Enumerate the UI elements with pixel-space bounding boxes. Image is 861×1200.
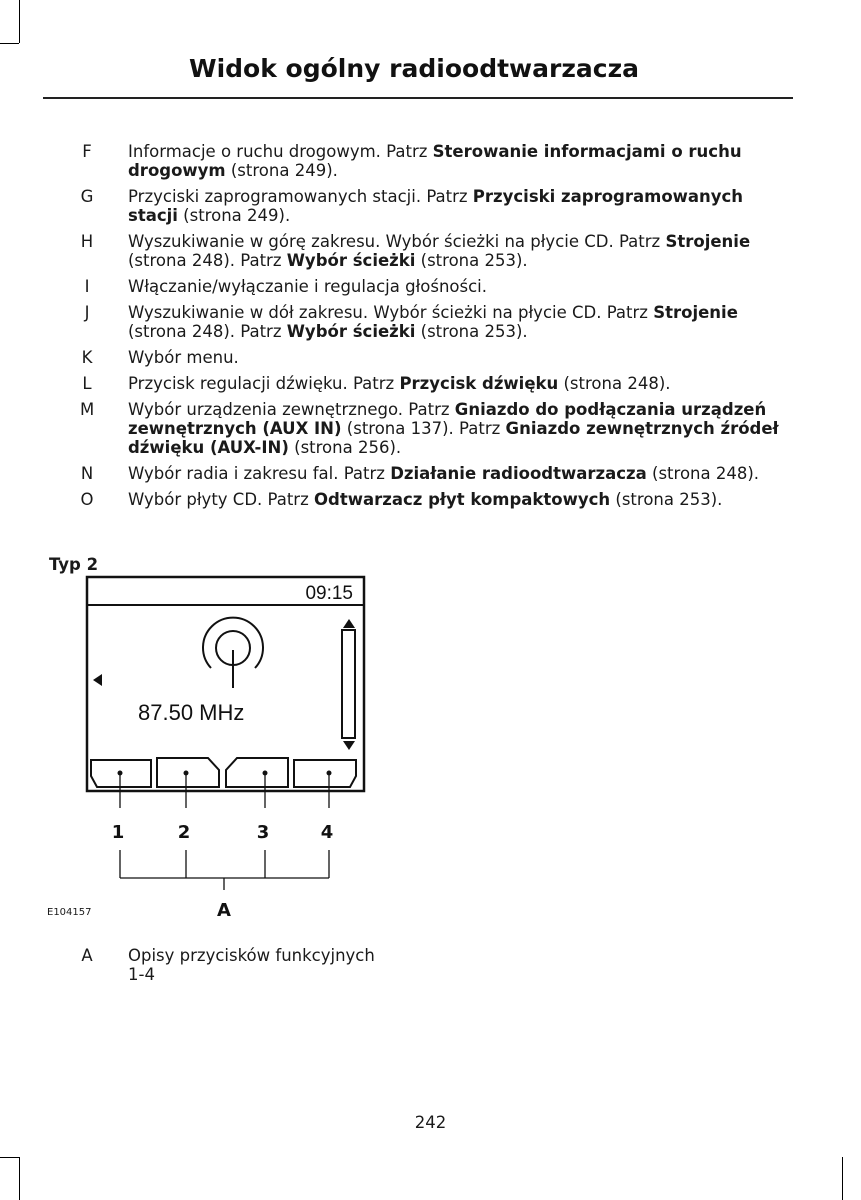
item-text	[128, 277, 788, 296]
softkey-3[interactable]	[226, 758, 288, 787]
item-text-segment: (strona 248).	[558, 374, 671, 393]
crop-mark-top-left	[19, 0, 20, 43]
item-text-segment: (strona 137). Patrz	[341, 419, 506, 438]
callout-number-2: 2	[177, 822, 191, 843]
display-frame	[87, 577, 364, 791]
callout-number-3: 3	[256, 822, 270, 843]
crop-mark-top-left	[0, 43, 19, 44]
page-title: Widok ogólny radioodtwarzacza	[189, 54, 639, 83]
list-item	[0, 490, 861, 509]
cross-reference-link[interactable]: Strojenie	[665, 232, 751, 251]
cross-reference-link[interactable]: Działanie radioodtwarzacza	[390, 464, 647, 483]
list-item	[0, 348, 861, 367]
item-text-segment: Wybór menu.	[128, 348, 239, 367]
frequency-readout: 87.50 MHz	[138, 700, 245, 725]
item-text-segment: (strona 249).	[177, 206, 291, 225]
item-text	[128, 142, 788, 180]
list-item	[0, 232, 861, 270]
legend-text: Opisy przycisków funkcyjnych 1-4	[128, 946, 375, 984]
item-letter: G	[80, 187, 94, 206]
item-letter: H	[80, 232, 94, 251]
item-text	[128, 303, 788, 341]
item-text-segment: (strona 256).	[288, 438, 402, 457]
item-text-segment: Wyszukiwanie w górę zakresu. Wybór ścieżki na płycie CD. Patrz	[128, 232, 666, 251]
item-letter: K	[81, 348, 93, 367]
item-letter: M	[80, 400, 95, 419]
crop-mark-bottom-left	[0, 1157, 19, 1158]
cross-reference-link[interactable]: Gniazdo zewnętrznych źródeł dźwięku (AUX-IN)	[128, 419, 779, 457]
item-letter: N	[80, 464, 94, 483]
list-item	[0, 303, 861, 341]
item-text-segment: (strona 253).	[610, 490, 723, 509]
item-letter: L	[82, 374, 92, 393]
cross-reference-link[interactable]: Gniazdo do podłączania urządzeń zewnętrznych (AUX IN)	[128, 400, 767, 438]
list-item	[0, 400, 861, 457]
cross-reference-link[interactable]: Przycisk dźwięku	[399, 374, 559, 393]
item-text-segment: (strona 253).	[415, 322, 528, 341]
legend-item	[0, 946, 861, 984]
item-letter: F	[82, 142, 92, 161]
item-list	[0, 142, 861, 516]
figure-type-label: Typ 2	[49, 555, 99, 574]
list-item	[0, 187, 861, 225]
item-text	[128, 232, 788, 270]
figure-id: E104157	[47, 907, 92, 918]
cross-reference-link[interactable]: Strojenie	[653, 303, 738, 322]
cross-reference-link[interactable]: Odtwarzacz płyt kompaktowych	[314, 490, 611, 509]
list-item	[0, 374, 861, 393]
item-text-segment: Informacje o ruchu drogowym. Patrz	[128, 142, 433, 161]
item-text-segment: Wyszukiwanie w dół zakresu. Wybór ścieżki na płycie CD. Patrz	[128, 303, 654, 322]
clock: 09:15	[305, 583, 353, 604]
radio-display-figure	[43, 570, 373, 920]
cross-reference-link[interactable]: Wybór ścieżki	[286, 322, 416, 341]
item-text-segment: Włączanie/wyłączanie i regulacja głośności.	[128, 277, 487, 296]
title-rule	[43, 97, 793, 99]
antenna-icon	[203, 618, 263, 688]
item-text-segment: (strona 249).	[225, 161, 338, 180]
scroll-up-arrow-icon	[343, 619, 355, 628]
callout-number-1: 1	[111, 822, 125, 843]
group-bracket	[120, 850, 329, 890]
item-text-segment: (strona 248). Patrz	[128, 322, 287, 341]
scroll-down-arrow-icon	[343, 741, 355, 750]
scrollbar-track	[342, 630, 355, 738]
softkey-4[interactable]	[294, 760, 356, 787]
list-item	[0, 277, 861, 296]
item-letter: I	[84, 277, 90, 296]
item-text	[128, 187, 788, 225]
page-number: 242	[414, 1113, 447, 1132]
left-arrow-icon	[93, 674, 102, 686]
crop-mark-bottom-right	[842, 1157, 843, 1200]
item-text-segment: Przyciski zaprogramowanych stacji. Patrz	[128, 187, 473, 206]
item-text	[128, 464, 788, 483]
item-text	[128, 490, 788, 509]
item-text-segment: (strona 253).	[415, 251, 528, 270]
item-text-segment: Wybór urządzenia zewnętrznego. Patrz	[128, 400, 455, 419]
crop-mark-bottom-left	[19, 1157, 20, 1200]
cross-reference-link[interactable]: Sterowanie informacjami o ruchu drogowym	[128, 142, 742, 180]
list-item	[0, 464, 861, 483]
item-letter: O	[80, 490, 94, 509]
cross-reference-link[interactable]: Wybór ścieżki	[286, 251, 416, 270]
item-text	[128, 374, 788, 393]
item-text-segment: Wybór radia i zakresu fal. Patrz	[128, 464, 391, 483]
callout-number-4: 4	[320, 822, 334, 843]
item-letter: J	[84, 303, 90, 322]
item-text	[128, 400, 788, 457]
item-text-segment: Przycisk regulacji dźwięku. Patrz	[128, 374, 400, 393]
figure-legend	[0, 946, 861, 991]
item-text-segment: (strona 248).	[646, 464, 760, 483]
item-text-segment: Wybór płyty CD. Patrz	[128, 490, 314, 509]
item-text	[128, 348, 788, 367]
callout-group-label: A	[217, 900, 231, 920]
list-item	[0, 142, 861, 180]
item-text-segment: (strona 248). Patrz	[128, 251, 287, 270]
cross-reference-link[interactable]: Przyciski zaprogramowanych stacji	[128, 187, 744, 225]
legend-letter: A	[81, 946, 93, 965]
